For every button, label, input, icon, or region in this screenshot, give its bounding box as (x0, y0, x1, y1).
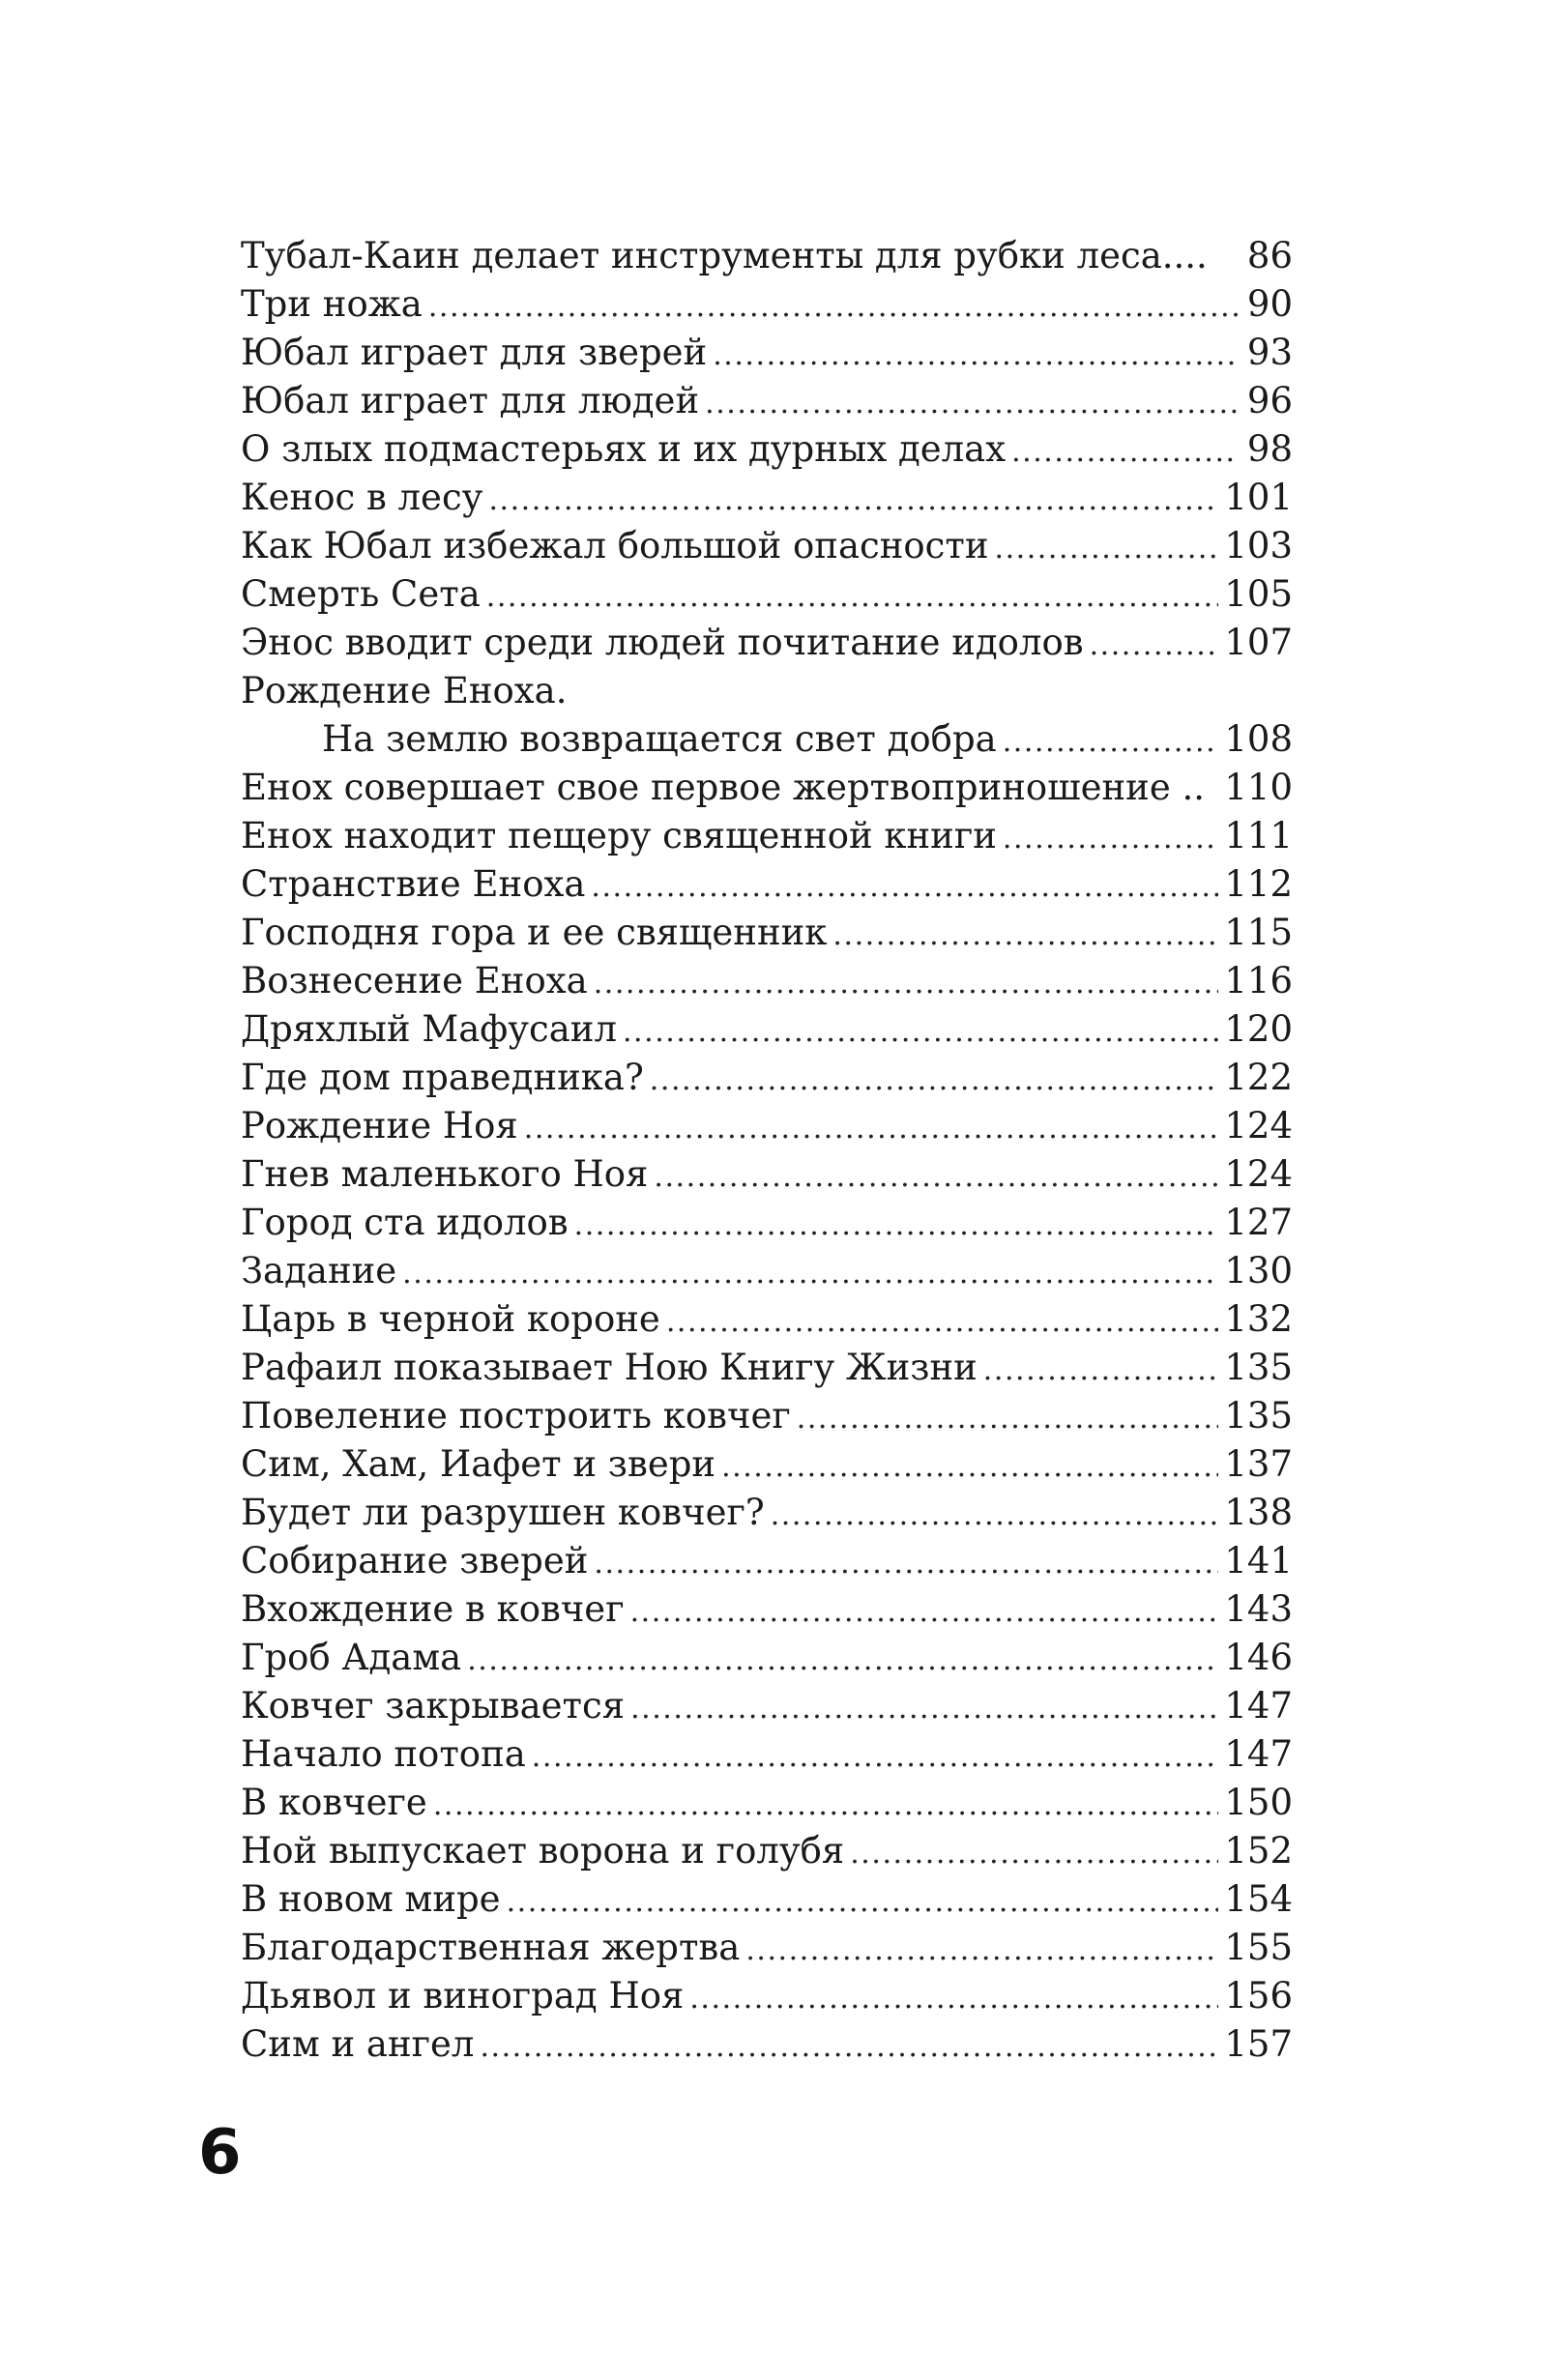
toc-dot-leader (689, 1972, 1218, 2020)
toc-entry (241, 1102, 1293, 1150)
toc-entry-page: 90 (1246, 283, 1293, 325)
toc-entry-page: 86 (1246, 235, 1293, 276)
toc-entry (241, 1054, 1293, 1102)
toc-dot-leader (428, 280, 1239, 329)
toc-entry-page: 156 (1224, 1975, 1293, 2017)
toc-entry-page: 132 (1224, 1298, 1293, 1340)
toc-entry-title: Господня гора и ее священник (241, 912, 828, 953)
toc-entry-title: Енох находит пещеру священной книги (241, 815, 997, 856)
toc-dot-leader (850, 1827, 1218, 1875)
toc-dot-leader (745, 1924, 1218, 1972)
toc-entry (241, 1344, 1293, 1392)
toc-dot-leader (995, 522, 1219, 570)
toc-entry-page: 137 (1224, 1443, 1293, 1485)
toc-entry (241, 329, 1293, 377)
toc-entry (241, 570, 1293, 619)
toc-dot-leader (721, 1440, 1218, 1489)
toc-entry-title: Как Юбал избежал большой опасности (241, 525, 989, 566)
toc-entry-title: Повеление построить ковчег (241, 1395, 791, 1437)
toc-entry (241, 1199, 1293, 1247)
toc-entry (241, 1682, 1293, 1730)
toc-entry (241, 619, 1293, 667)
toc-dot-leader (488, 474, 1218, 522)
toc-dot-leader (1003, 715, 1219, 764)
toc-dot-leader (630, 1585, 1219, 1634)
toc-dot-leader (623, 1005, 1218, 1054)
toc-entry-page: 124 (1224, 1105, 1293, 1146)
toc-entry-page: 130 (1224, 1250, 1293, 1292)
toc-dot-leader (713, 329, 1239, 377)
toc-entry (241, 425, 1293, 474)
toc-entry-title: Кенос в лесу (241, 477, 483, 518)
toc-dot-leader (630, 1682, 1218, 1730)
toc-entry-page: 143 (1224, 1588, 1293, 1630)
toc-entry-page: 146 (1224, 1637, 1293, 1678)
toc-entry (241, 1585, 1293, 1634)
toc-entry-page: 147 (1224, 1685, 1293, 1727)
toc-entry (241, 1295, 1293, 1344)
toc-entry-title: Юбал играет для людей (241, 380, 700, 421)
toc-entry (241, 1247, 1293, 1295)
toc-entry-title: Ковчег закрывается (241, 1685, 626, 1727)
toc-entry (241, 1875, 1293, 1924)
toc-dot-leader (524, 1102, 1219, 1150)
toc-entry-page: 147 (1224, 1733, 1293, 1775)
toc-entry-title: Город ста идолов (241, 1202, 569, 1243)
toc-entry-title: Гнев маленького Ноя (241, 1153, 649, 1195)
toc-entry-page: 108 (1224, 718, 1293, 760)
table-of-contents (241, 232, 1293, 2069)
toc-entry (241, 812, 1293, 860)
toc-dot-leader (402, 1247, 1218, 1295)
toc-entry-page: 157 (1224, 2023, 1293, 2065)
toc-entry-page: 112 (1224, 863, 1293, 905)
toc-entry-title: Сим и ангел (241, 2023, 475, 2065)
toc-entry-title: Где дом праведника? (241, 1057, 644, 1098)
toc-dot-leader (594, 957, 1219, 1005)
toc-entry (241, 522, 1293, 570)
toc-entry-title: Задание (241, 1250, 397, 1292)
toc-entry-title: Ной выпускает ворона и голубя (241, 1830, 845, 1872)
toc-entry (241, 1924, 1293, 1972)
toc-entry-page: 115 (1224, 912, 1293, 953)
toc-entry-page: 107 (1224, 622, 1293, 663)
toc-entry-page: 141 (1224, 1540, 1293, 1582)
toc-entry-page: 101 (1224, 477, 1293, 518)
toc-entry-title: На землю возвращается свет добра (322, 718, 997, 760)
toc-entry-title: Дьявол и виноград Ноя (241, 1975, 685, 2017)
toc-entry-page: 120 (1224, 1008, 1293, 1050)
toc-dot-leader (467, 1634, 1218, 1682)
toc-dot-leader (705, 377, 1239, 425)
toc-dot-leader (666, 1295, 1219, 1344)
toc-entry-title: В новом мире (241, 1878, 501, 1920)
toc-entry-title: Царь в черной короне (241, 1298, 660, 1340)
toc-entry-page: 135 (1224, 1347, 1293, 1388)
toc-dot-leader (1090, 619, 1219, 667)
toc-entry-title: Рафаил показывает Ною Книгу Жизни (241, 1347, 978, 1388)
toc-entry-title: Дряхлый Мафусаил (241, 1008, 617, 1050)
toc-entry (241, 715, 1293, 764)
toc-entry-title: Сим, Хам, Иафет и звери (241, 1443, 716, 1485)
toc-entry-page: 111 (1224, 815, 1293, 856)
toc-entry-page: 96 (1246, 380, 1293, 421)
toc-entry (241, 1440, 1293, 1489)
toc-entry (241, 377, 1293, 425)
toc-entry-page: 122 (1224, 1057, 1293, 1098)
toc-entry (241, 1779, 1293, 1827)
toc-entry-title: Гроб Адама (241, 1637, 462, 1678)
toc-entry (241, 1005, 1293, 1054)
toc-entry-title: Начало потопа (241, 1733, 526, 1775)
toc-dot-leader (594, 1537, 1218, 1585)
toc-entry-page: 103 (1224, 525, 1293, 566)
toc-entry (241, 1730, 1293, 1779)
toc-entry-title: Три ножа (241, 283, 423, 325)
toc-entry-title: В ковчеге (241, 1782, 427, 1823)
toc-entry-title: Странствие Еноха (241, 863, 586, 905)
toc-entry-page: 152 (1224, 1830, 1293, 1872)
toc-entry-title: Вхождение в ковчег (241, 1588, 625, 1630)
toc-entry-page: 116 (1224, 960, 1293, 1001)
toc-entry (241, 1150, 1293, 1199)
toc-entry (241, 860, 1293, 909)
toc-dot-leader (797, 1392, 1219, 1440)
toc-entry-title: Юбал играет для зверей (241, 332, 708, 373)
toc-entry-page: 124 (1224, 1153, 1293, 1195)
toc-entry-page: 154 (1224, 1878, 1293, 1920)
toc-entry-page: 127 (1224, 1202, 1293, 1243)
toc-entry (241, 1537, 1293, 1585)
toc-dot-leader (1011, 425, 1239, 474)
toc-entry (241, 474, 1293, 522)
toc-dot-leader (532, 1730, 1219, 1779)
toc-dot-leader (650, 1054, 1219, 1102)
toc-dot-leader (832, 909, 1218, 957)
toc-dot-leader (771, 1489, 1219, 1537)
toc-entry-title: Вознесение Еноха (241, 960, 588, 1001)
toc-entry-title: Рождение Еноха. (241, 670, 568, 711)
toc-entry (241, 957, 1293, 1005)
toc-entry-page: 105 (1224, 573, 1293, 615)
toc-entry-title: Смерть Сета (241, 573, 481, 615)
toc-entry (241, 1972, 1293, 2020)
toc-entry-title: Собирание зверей (241, 1540, 589, 1582)
toc-entry-page: 110 (1224, 767, 1293, 808)
toc-entry (241, 1392, 1293, 1440)
toc-dot-leader (480, 2020, 1218, 2069)
toc-entry-title: Рождение Ноя (241, 1105, 518, 1146)
toc-entry-title: Тубал-Каин делает инструменты для рубки леса.... (241, 235, 1208, 276)
toc-entry-page: 138 (1224, 1492, 1293, 1533)
toc-entry-page: 155 (1224, 1927, 1293, 1968)
page-number: 6 (198, 2117, 242, 2189)
toc-entry (241, 1489, 1293, 1537)
toc-dot-leader (574, 1199, 1219, 1247)
toc-entry (241, 764, 1293, 812)
toc-entry-page: 150 (1224, 1782, 1293, 1823)
toc-dot-leader (433, 1779, 1219, 1827)
toc-entry-title: Енох совершает свое первое жертвоприношение .. (241, 767, 1205, 808)
toc-entry (241, 1827, 1293, 1875)
toc-entry (241, 1634, 1293, 1682)
toc-dot-leader (591, 860, 1218, 909)
toc-entry-page: 93 (1246, 332, 1293, 373)
toc-dot-leader (1003, 812, 1218, 860)
toc-dot-leader (486, 570, 1219, 619)
toc-entry (241, 2020, 1293, 2069)
toc-dot-leader (507, 1875, 1219, 1924)
toc-entry-page: 135 (1224, 1395, 1293, 1437)
toc-entry-title: Будет ли разрушен ковчег? (241, 1492, 765, 1533)
toc-entry-title: О злых подмастерьях и их дурных делах (241, 428, 1007, 470)
toc-entry-page: 98 (1246, 428, 1293, 470)
toc-entry (241, 280, 1293, 329)
toc-entry (241, 667, 1293, 715)
toc-entry-title: Благодарственная жертва (241, 1927, 741, 1968)
toc-dot-leader (983, 1344, 1219, 1392)
toc-entry-title: Энос вводит среди людей почитание идолов (241, 622, 1084, 663)
toc-entry (241, 909, 1293, 957)
toc-dot-leader (654, 1150, 1218, 1199)
toc-entry (241, 232, 1293, 280)
